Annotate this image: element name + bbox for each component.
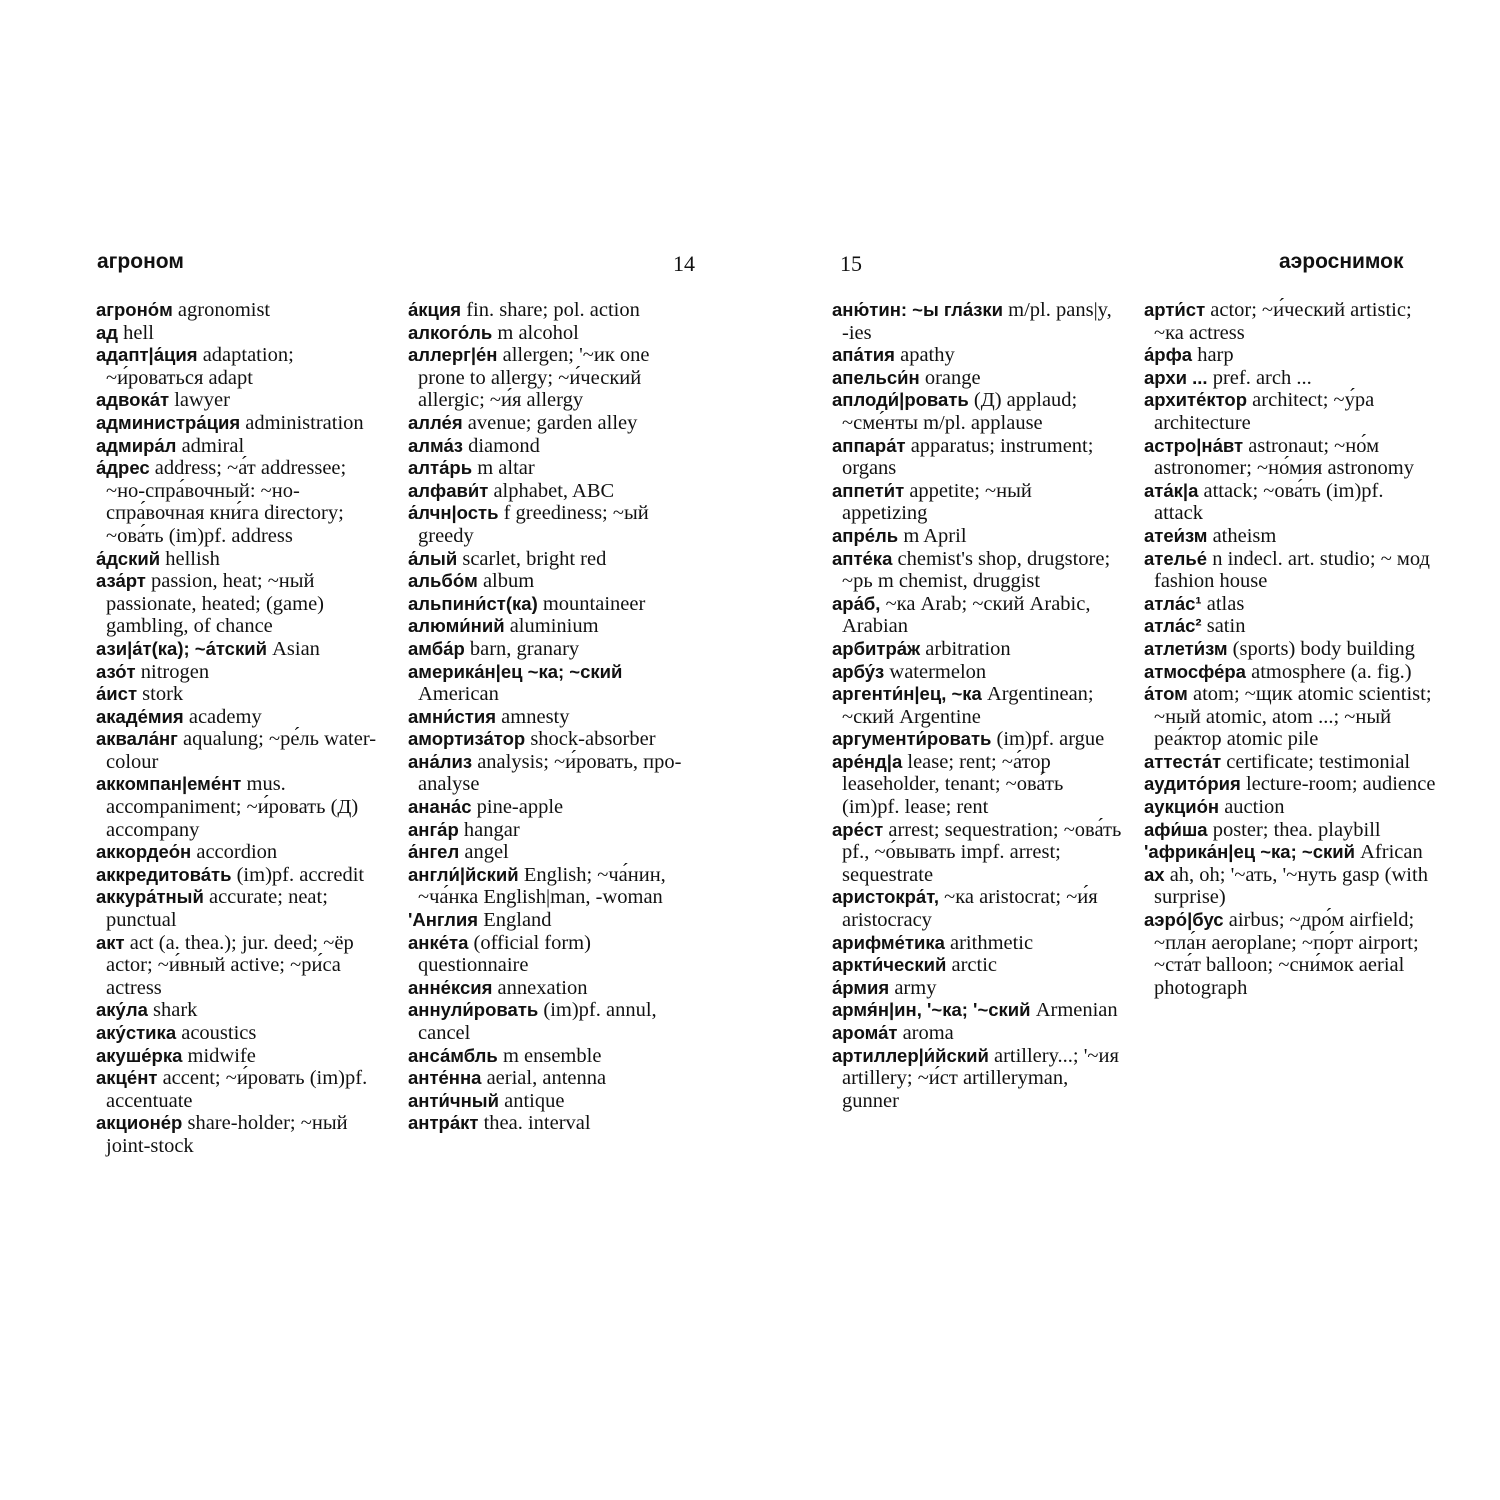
- dictionary-entry: [408, 638, 700, 661]
- entry-headword: амба́р: [408, 637, 465, 659]
- entry-headword: а́ист: [96, 683, 138, 705]
- entry-definition: accordion: [191, 841, 278, 864]
- entry-headword: анти́чный: [408, 1089, 499, 1111]
- dictionary-entry: [1144, 480, 1436, 525]
- dictionary-entry: [408, 819, 700, 842]
- dictionary-entry: [832, 661, 1122, 684]
- entry-definition: hangar: [458, 818, 520, 841]
- entry-headword: адвока́т: [96, 389, 170, 411]
- entry-definition: arithmetic: [944, 931, 1034, 954]
- entry-definition: architect; ~у́ра architecture: [1154, 389, 1375, 434]
- entry-headword: акт: [96, 931, 125, 953]
- entry-headword: армя́н|ин, '~ка; '~ский: [832, 999, 1031, 1021]
- entry-headword: ателье́: [1144, 547, 1208, 569]
- entry-definition: appetite; ~ный appetizing: [842, 479, 1032, 525]
- dictionary-entry: [408, 299, 700, 322]
- entry-definition: hellish: [160, 547, 220, 570]
- entry-headword: адмира́л: [96, 434, 177, 456]
- entry-headword: алфави́т: [408, 479, 489, 501]
- entry-definition: agronomist: [172, 299, 271, 321]
- dictionary-entry: [832, 525, 1122, 548]
- entry-definition: antique: [498, 1089, 565, 1112]
- entry-definition: accent; ~и́ровать (im)pf. accentuate: [106, 1067, 368, 1112]
- entry-definition: army: [889, 976, 937, 999]
- entry-definition: diamond: [462, 434, 540, 457]
- dictionary-entry: [96, 706, 386, 729]
- entry-definition: airbus; ~дро́м airfield; ~пла́н aeroplane; ~по́рт airport; ~ста́т balloon; ~сни́мок aerial photograph: [1154, 909, 1419, 999]
- entry-headword: аппети́т: [832, 479, 905, 501]
- entry-definition: apathy: [894, 344, 955, 367]
- entry-definition: artillery...; '~ия artillery; ~и́ст artilleryman, gunner: [842, 1044, 1119, 1112]
- dictionary-entry: [1144, 864, 1436, 909]
- entry-headword: аппара́т: [832, 434, 906, 456]
- entry-headword: а́рфа: [1144, 344, 1193, 366]
- entry-headword: а́дский: [96, 547, 161, 569]
- dictionary-entry: [1144, 548, 1436, 593]
- entry-headword: аттеста́т: [1144, 750, 1222, 772]
- entry-headword: алюми́ний: [408, 615, 505, 637]
- entry-headword: анте́нна: [408, 1067, 482, 1089]
- entry-headword: антра́кт: [408, 1112, 479, 1134]
- entry-definition: satin: [1201, 615, 1246, 638]
- dictionary-entry: [1144, 819, 1436, 842]
- entry-headword: алма́з: [408, 434, 463, 456]
- entry-definition: academy: [183, 705, 262, 728]
- dictionary-entry: [96, 683, 386, 706]
- dictionary-entry: [408, 480, 700, 503]
- left-running-head: агроном: [97, 250, 184, 273]
- entry-definition: arbitration: [920, 637, 1011, 660]
- entry-headword: анке́та: [408, 931, 469, 953]
- dictionary-entry: [408, 661, 700, 706]
- dictionary-entry: [96, 457, 386, 547]
- entry-headword: арбу́з: [832, 660, 885, 682]
- dictionary-entry: [1144, 773, 1436, 796]
- dictionary-entry: [1144, 796, 1436, 819]
- entry-headword: астро|на́вт: [1144, 434, 1244, 456]
- entry-definition: allergen; '~ик one prone to allergy; ~и́ческий allergic; ~и́я allergy: [418, 344, 650, 412]
- entry-definition: apparatus; instrument; organs: [842, 434, 1094, 480]
- entry-definition: harp: [1192, 344, 1234, 367]
- entry-headword: атла́с²: [1144, 615, 1202, 637]
- entry-headword: 'Англия: [408, 909, 479, 931]
- dictionary-entry: [408, 593, 700, 616]
- dictionary-entry: [408, 999, 700, 1044]
- entry-definition: atlas: [1201, 592, 1245, 615]
- entry-headword: алле́я: [408, 411, 463, 433]
- dictionary-entry: [408, 548, 700, 571]
- entry-definition: ah, oh; '~ать, '~нуть gasp (with surprise): [1154, 863, 1428, 909]
- entry-definition: lecture-room; audience: [1240, 773, 1436, 796]
- entry-headword: апре́ль: [832, 524, 899, 546]
- entry-headword: аркти́ческий: [832, 954, 947, 976]
- entry-headword: апельси́н: [832, 366, 920, 388]
- dictionary-entry: [96, 1067, 386, 1112]
- entry-headword: арифме́тика: [832, 931, 945, 953]
- dictionary-entry: [1144, 367, 1436, 390]
- entry-headword: администра́ция: [96, 411, 241, 433]
- entry-headword: аэро́|бус: [1144, 909, 1224, 931]
- entry-definition: Asian: [266, 637, 320, 660]
- entry-headword: а́рмия: [832, 976, 890, 998]
- dictionary-entry: [832, 751, 1122, 819]
- entry-headword: аккомпан|еме́нт: [96, 773, 242, 795]
- entry-definition: thea. interval: [478, 1112, 591, 1135]
- dictionary-entry: [96, 932, 386, 1000]
- entry-definition: English; ~ча́нин, ~ча́нка English|man, -woman: [418, 863, 666, 909]
- entry-headword: акционе́р: [96, 1112, 183, 1134]
- entry-headword: адапт|а́ция: [96, 344, 198, 366]
- entry-definition: alphabet, ABC: [488, 479, 615, 502]
- dictionary-entry: [408, 909, 700, 932]
- entry-definition: nitrogen: [135, 660, 210, 683]
- entry-headword: а́нгел: [408, 841, 460, 863]
- right-column-2: [1144, 299, 1436, 999]
- entry-definition: aerial, antenna: [481, 1067, 607, 1090]
- entry-headword: агроно́м: [96, 299, 173, 320]
- entry-headword: афи́ша: [1144, 818, 1208, 840]
- entry-definition: (Д) applaud; ~сме́нты m/pl. applause: [842, 389, 1078, 434]
- dictionary-entry: [1144, 683, 1436, 751]
- entry-headword: аккура́тный: [96, 886, 204, 908]
- dictionary-entry: [408, 796, 700, 819]
- entry-headword: атлети́зм: [1144, 637, 1228, 659]
- dictionary-entry: [408, 322, 700, 345]
- dictionary-entry: [832, 886, 1122, 931]
- dictionary-entry: [1144, 525, 1436, 548]
- entry-headword: аргументи́ровать: [832, 728, 992, 750]
- entry-headword: аудито́рия: [1144, 773, 1241, 795]
- entry-headword: акуше́рка: [96, 1044, 183, 1066]
- entry-definition: mountaineer: [537, 592, 646, 615]
- entry-definition: shock-absorber: [525, 728, 656, 751]
- entry-definition: ~ка aristocrat; ~и́я aristocracy: [842, 886, 1098, 932]
- entry-definition: (sports) body building: [1227, 637, 1415, 660]
- dictionary-entry: [1144, 638, 1436, 661]
- dictionary-entry: [408, 841, 700, 864]
- entry-headword: ара́б,: [832, 592, 881, 614]
- dictionary-entry: [96, 728, 386, 773]
- entry-headword: архите́ктор: [1144, 389, 1248, 411]
- entry-headword: анне́ксия: [408, 976, 493, 998]
- dictionary-entry: [1144, 751, 1436, 774]
- dictionary-entry: [408, 412, 700, 435]
- dictionary-entry: [1144, 615, 1436, 638]
- right-page: [760, 0, 1500, 1500]
- entry-headword: анса́мбль: [408, 1044, 498, 1066]
- entry-headword: альпини́ст(ка): [408, 592, 538, 614]
- dictionary-entry: [96, 322, 386, 345]
- dictionary-entry: [832, 593, 1122, 638]
- entry-headword: аню́тин: ~ы гла́зки: [832, 299, 1004, 320]
- entry-definition: pine-apple: [471, 796, 564, 819]
- entry-headword: альбо́м: [408, 570, 478, 592]
- dictionary-entry: [96, 999, 386, 1022]
- dictionary-entry: [832, 1022, 1122, 1045]
- dictionary-entry: [832, 480, 1122, 525]
- entry-headword: акаде́мия: [96, 705, 184, 727]
- entry-definition: hell: [118, 321, 154, 344]
- dictionary-entry: [832, 932, 1122, 955]
- entry-definition: African: [1355, 841, 1423, 864]
- dictionary-entry: [1144, 344, 1436, 367]
- entry-definition: accurate; neat; punctual: [106, 886, 328, 932]
- entry-definition: England: [478, 909, 552, 932]
- dictionary-entry: [408, 502, 700, 547]
- dictionary-entry: [1144, 435, 1436, 480]
- entry-definition: American: [418, 683, 499, 706]
- entry-definition: mus. accompaniment; ~и́ровать (Д) accompany: [106, 773, 359, 841]
- dictionary-entry: [408, 1067, 700, 1090]
- entry-definition: scarlet, bright red: [457, 547, 607, 570]
- entry-definition: aroma: [897, 1022, 954, 1044]
- dictionary-entry: [408, 977, 700, 1000]
- entry-headword: аку́ла: [96, 999, 148, 1021]
- entry-headword: аре́ст: [832, 818, 884, 840]
- entry-headword: аквала́нг: [96, 728, 178, 750]
- dictionary-entry: [408, 435, 700, 458]
- entry-headword: аристокра́т,: [832, 886, 940, 908]
- entry-definition: shark: [147, 999, 198, 1022]
- entry-headword: атмосфе́ра: [1144, 660, 1246, 682]
- entry-headword: а́лчн|ость: [408, 502, 499, 524]
- entry-definition: m ensemble: [497, 1044, 602, 1067]
- entry-definition: atom; ~щик atomic scientist; ~ный atomic, atom ...; ~ный реа́ктор atomic pile: [1154, 683, 1432, 751]
- dictionary-entry: [832, 728, 1122, 751]
- dictionary-entry: [96, 299, 386, 322]
- entry-headword: аплоди́|ровать: [832, 389, 969, 411]
- left-column-2: [408, 299, 700, 1135]
- dictionary-entry: [96, 412, 386, 435]
- entry-definition: lease; rent; ~а́тор leaseholder, tenant; ~ова́ть (im)pf. lease; rent: [842, 750, 1064, 819]
- dictionary-entry: [96, 548, 386, 571]
- entry-definition: arctic: [946, 954, 998, 977]
- entry-definition: (im)pf. accredit: [231, 863, 365, 886]
- entry-definition: poster; thea. playbill: [1207, 818, 1381, 841]
- dictionary-entry: [408, 751, 700, 796]
- entry-definition: m/pl. pans|y, -ies: [842, 299, 1112, 344]
- entry-definition: admiral: [176, 434, 245, 457]
- entry-definition: atmosphere (a. fig.): [1245, 660, 1412, 683]
- entry-definition: amnesty: [496, 705, 570, 728]
- entry-headword: а́том: [1144, 683, 1188, 705]
- entry-definition: actor; ~и́ческий artistic; ~ка actress: [1154, 299, 1412, 344]
- entry-headword: анана́с: [408, 796, 472, 818]
- entry-headword: ад: [96, 321, 119, 343]
- entry-headword: аргенти́н|ец, ~ка: [832, 683, 982, 705]
- entry-definition: atheism: [1207, 524, 1277, 547]
- entry-definition: angel: [459, 841, 509, 864]
- entry-headword: ази|а́т(ка); ~а́тский: [96, 637, 267, 659]
- entry-definition: barn, granary: [464, 637, 580, 660]
- entry-headword: амортиза́тор: [408, 728, 526, 750]
- dictionary-entry: [408, 570, 700, 593]
- entry-definition: passion, heat; ~ный passionate, heated; (game) gambling, of chance: [106, 570, 325, 638]
- dictionary-entry: [408, 615, 700, 638]
- entry-definition: auction: [1219, 796, 1285, 819]
- entry-headword: а́лый: [408, 547, 458, 569]
- dictionary-entry: [832, 1045, 1122, 1113]
- entry-headword: 'африка́н|ец ~ка; ~ский: [1144, 841, 1355, 863]
- entry-definition: (im)pf. annul, cancel: [418, 999, 657, 1044]
- dictionary-entry: [408, 706, 700, 729]
- entry-headword: аку́стика: [96, 1022, 177, 1043]
- entry-headword: алта́рь: [408, 457, 473, 479]
- dictionary-entry: [832, 367, 1122, 390]
- dictionary-entry: [408, 1112, 700, 1135]
- dictionary-entry: [832, 954, 1122, 977]
- entry-headword: аннули́ровать: [408, 999, 539, 1021]
- entry-headword: аза́рт: [96, 570, 146, 592]
- entry-headword: аккордео́н: [96, 841, 192, 863]
- dictionary-entry: [832, 548, 1122, 593]
- entry-definition: ~ка Arab; ~ский Arabic, Arabian: [842, 592, 1091, 638]
- entry-definition: m April: [898, 524, 967, 547]
- dictionary-entry: [832, 299, 1122, 344]
- entry-headword: арбитра́ж: [832, 637, 921, 659]
- entry-definition: pref. arch ...: [1207, 366, 1312, 389]
- dictionary-entry: [408, 344, 700, 412]
- dictionary-entry: [1144, 661, 1436, 684]
- dictionary-entry: [408, 864, 700, 909]
- entry-definition: analysis; ~и́ровать, про- analyse: [418, 750, 682, 796]
- entry-headword: апте́ка: [832, 547, 893, 569]
- entry-headword: архи ...: [1144, 366, 1208, 388]
- dictionary-entry: [832, 389, 1122, 434]
- entry-definition: album: [477, 570, 535, 593]
- entry-definition: address; ~а́т addressee; ~но-спра́вочный: ~но-спра́вочная кни́га directory; ~ова́ть (im)pf. address: [106, 457, 347, 547]
- entry-definition: stork: [137, 683, 184, 706]
- entry-headword: атеи́зм: [1144, 524, 1208, 546]
- right-running-head: аэроснимок: [1279, 250, 1404, 273]
- entry-definition: orange: [919, 366, 981, 389]
- dictionary-entry: [96, 435, 386, 458]
- entry-definition: (official form) questionnaire: [418, 931, 591, 977]
- entry-definition: act (a. thea.); jur. deed; ~ёр actor; ~и́вный active; ~ри́са actress: [106, 931, 354, 999]
- dictionary-entry: [408, 1090, 700, 1113]
- entry-headword: аккредитова́ть: [96, 863, 232, 885]
- entry-headword: англи́|йский: [408, 863, 519, 885]
- entry-headword: амни́стия: [408, 705, 497, 727]
- entry-headword: ата́к|а: [1144, 479, 1199, 501]
- entry-headword: арти́ст: [1144, 299, 1206, 320]
- entry-headword: арома́т: [832, 1022, 898, 1043]
- entry-definition: arrest; sequestration; ~ова́ть pf., ~о́вывать impf. arrest; sequestrate: [842, 818, 1122, 886]
- dictionary-entry: [96, 661, 386, 684]
- dictionary-entry: [408, 728, 700, 751]
- entry-definition: aluminium: [504, 615, 599, 638]
- dictionary-entry: [832, 819, 1122, 887]
- dictionary-entry: [1144, 299, 1436, 344]
- entry-definition: share-holder; ~ный joint-stock: [106, 1112, 348, 1157]
- entry-definition: f greediness; ~ый greedy: [418, 502, 649, 547]
- dictionary-entry: [408, 1045, 700, 1068]
- dictionary-entry: [96, 1045, 386, 1068]
- entry-definition: attack; ~ова́ть (im)pf. attack: [1154, 479, 1384, 525]
- dictionary-entry: [408, 932, 700, 977]
- entry-headword: а́дрес: [96, 457, 150, 479]
- dictionary-entry: [96, 389, 386, 412]
- dictionary-entry: [1144, 841, 1436, 864]
- entry-headword: атла́с¹: [1144, 592, 1202, 614]
- dictionary-entry: [96, 864, 386, 887]
- entry-headword: анга́р: [408, 818, 459, 840]
- entry-headword: аукцио́н: [1144, 796, 1220, 818]
- entry-definition: m altar: [472, 457, 535, 480]
- entry-definition: adaptation; ~и́роваться adapt: [106, 344, 294, 389]
- dictionary-entry: [832, 977, 1122, 1000]
- entry-definition: fin. share; pol. action: [461, 299, 640, 321]
- entry-definition: (im)pf. argue: [991, 728, 1105, 751]
- entry-headword: азо́т: [96, 660, 136, 682]
- dictionary-entry: [96, 638, 386, 661]
- entry-headword: ах: [1144, 863, 1165, 885]
- entry-headword: а́кция: [408, 299, 462, 320]
- dictionary-entry: [832, 638, 1122, 661]
- entry-definition: Armenian: [1030, 999, 1118, 1022]
- entry-definition: n indecl. art. studio; ~ мод fashion house: [1154, 547, 1430, 593]
- entry-definition: annexation: [492, 976, 588, 999]
- dictionary-entry: [832, 999, 1122, 1022]
- entry-definition: aqualung; ~ре́ль water-colour: [106, 728, 377, 773]
- left-page-number: 14: [673, 251, 695, 276]
- entry-headword: артиллер|и́йский: [832, 1044, 989, 1066]
- entry-definition: watermelon: [884, 660, 987, 683]
- dictionary-entry: [1144, 909, 1436, 999]
- entry-definition: chemist's shop, drugstore; ~рь m chemist, druggist: [842, 547, 1111, 593]
- entry-headword: аре́нд|а: [832, 750, 903, 772]
- entry-headword: алкого́ль: [408, 321, 493, 343]
- dictionary-entry: [96, 344, 386, 389]
- right-page-number: 15: [840, 251, 862, 276]
- entry-headword: америка́н|ец ~ка; ~ский: [408, 660, 623, 682]
- entry-headword: аллерг|е́н: [408, 344, 498, 366]
- dictionary-entry: [1144, 593, 1436, 616]
- entry-headword: апа́тия: [832, 344, 895, 366]
- dictionary-entry: [832, 435, 1122, 480]
- right-column-1: [832, 299, 1122, 1112]
- entry-definition: Argentinean; ~ский Argentine: [842, 683, 1094, 728]
- entry-definition: m alcohol: [492, 321, 579, 344]
- entry-definition: lawyer: [169, 389, 230, 412]
- dictionary-entry: [96, 841, 386, 864]
- dictionary-entry: [1144, 389, 1436, 434]
- entry-definition: acoustics: [176, 1022, 257, 1044]
- dictionary-entry: [96, 1112, 386, 1157]
- entry-definition: midwife: [182, 1044, 256, 1067]
- dictionary-entry: [96, 886, 386, 931]
- entry-definition: avenue; garden alley: [462, 411, 638, 434]
- entry-headword: ана́лиз: [408, 750, 473, 772]
- dictionary-entry: [832, 683, 1122, 728]
- dictionary-entry: [96, 1022, 386, 1045]
- dictionary-entry: [96, 773, 386, 841]
- entry-definition: administration: [240, 411, 364, 434]
- dictionary-entry: [832, 344, 1122, 367]
- dictionary-entry: [408, 457, 700, 480]
- left-column-1: [96, 299, 386, 1158]
- entry-headword: акце́нт: [96, 1067, 158, 1089]
- entry-definition: certificate; testimonial: [1221, 750, 1411, 773]
- entry-definition: astronaut; ~но́м astronomer; ~но́мия astronomy: [1154, 434, 1415, 480]
- dictionary-entry: [96, 570, 386, 638]
